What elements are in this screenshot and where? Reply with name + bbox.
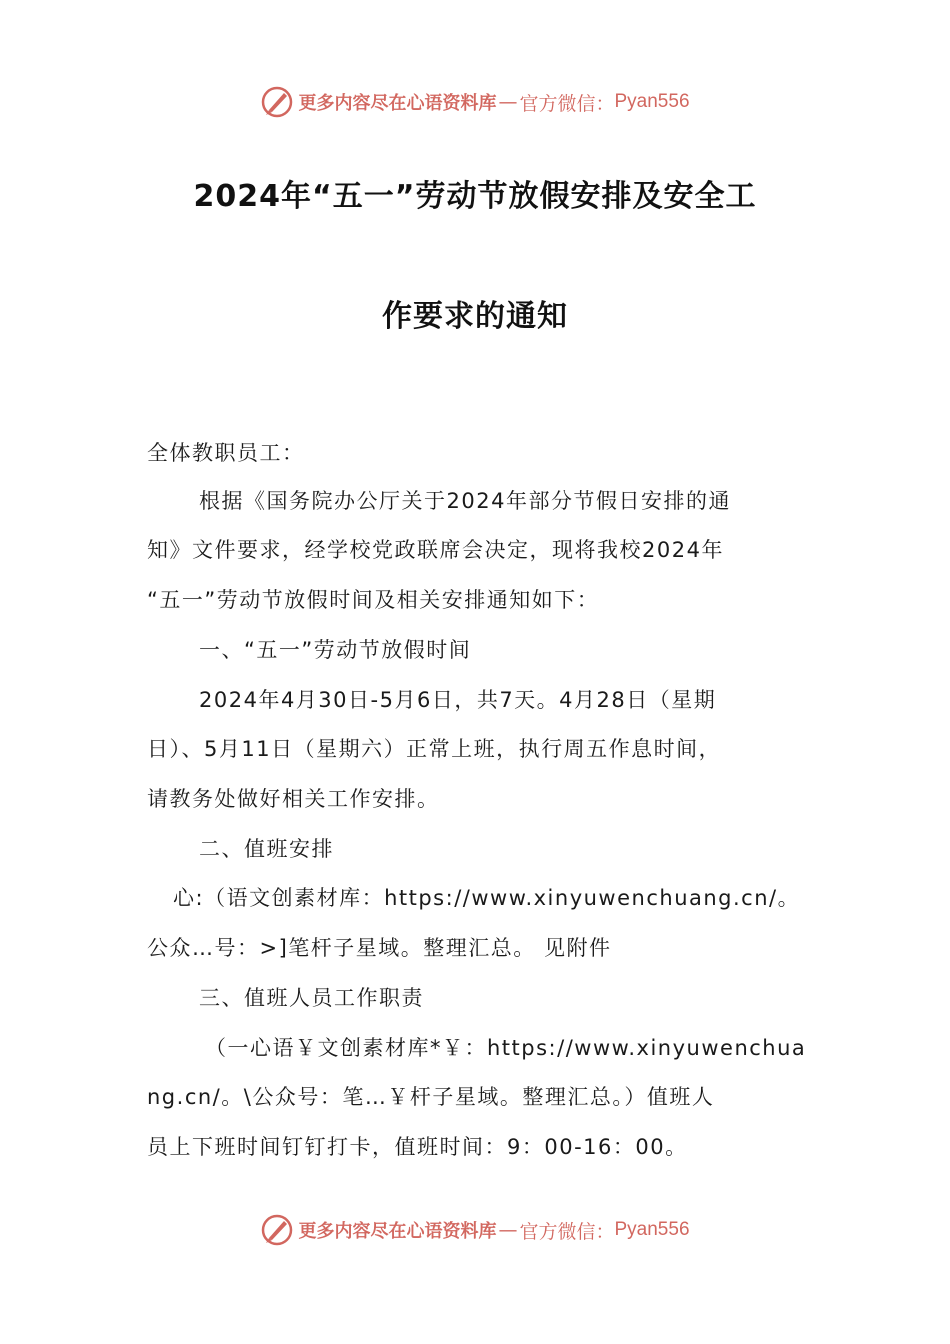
watermark-footer: [0, 1210, 950, 1250]
paragraph-line: 2024年4月30日-5月6日，共7天。4月28日（星期: [199, 688, 717, 712]
watermark-wechat-label: 官方微信：: [519, 92, 615, 115]
paragraph-line: “五一”劳动节放假时间及相关安排通知如下：: [147, 588, 600, 612]
section-heading-1: 一、“五一”劳动节放假时间: [199, 638, 472, 662]
quill-logo-icon: [260, 85, 294, 119]
watermark-wechat-handle: Pyan556: [614, 1219, 690, 1240]
paragraph-line: 公众…号：>]笔杆子星域。整理汇总。 见附件: [147, 936, 612, 960]
document-title-line-1: 2024年“五一”劳动节放假安排及安全工: [193, 179, 757, 214]
watermark-separator: —: [498, 91, 518, 113]
paragraph-line: 员上下班时间钉钉打卡，值班时间：9：00-16：00。: [147, 1135, 688, 1159]
watermark-header: [0, 82, 950, 122]
paragraph-line: 请教务处做好相关工作安排。: [147, 787, 440, 811]
section-heading-2: 二、值班安排: [199, 837, 334, 861]
quill-logo-icon: [260, 1213, 294, 1247]
watermark-main-text: 更多内容尽在心语资料库: [298, 1221, 497, 1242]
paragraph-line: ng.cn/。\公众号：笔…￥杆子星域。整理汇总。）值班人: [147, 1085, 715, 1109]
paragraph-line: （一心语￥文创素材库*￥：https://www.xinyuwenchua: [205, 1036, 807, 1060]
paragraph-line: 根据《国务院办公厅关于2024年部分节假日安排的通: [199, 489, 731, 513]
watermark-wechat-label: 官方微信：: [519, 1220, 615, 1243]
salutation: 全体教职员工：: [147, 441, 305, 465]
paragraph-line: 日）、5月11日（星期六）正常上班，执行周五作息时间，: [147, 737, 722, 761]
watermark-separator: —: [498, 1219, 518, 1241]
paragraph-line: 知》文件要求，经学校党政联席会决定，现将我校2024年: [147, 538, 724, 562]
watermark-wechat-handle: Pyan556: [614, 91, 690, 112]
watermark-main-text: 更多内容尽在心语资料库: [298, 93, 497, 114]
section-heading-3: 三、值班人员工作职责: [199, 986, 424, 1010]
paragraph-line: 心:（语文创素材库：https://www.xinyuwenchuang.cn/。: [173, 886, 801, 910]
document-title-line-2: 作要求的通知: [382, 299, 568, 334]
